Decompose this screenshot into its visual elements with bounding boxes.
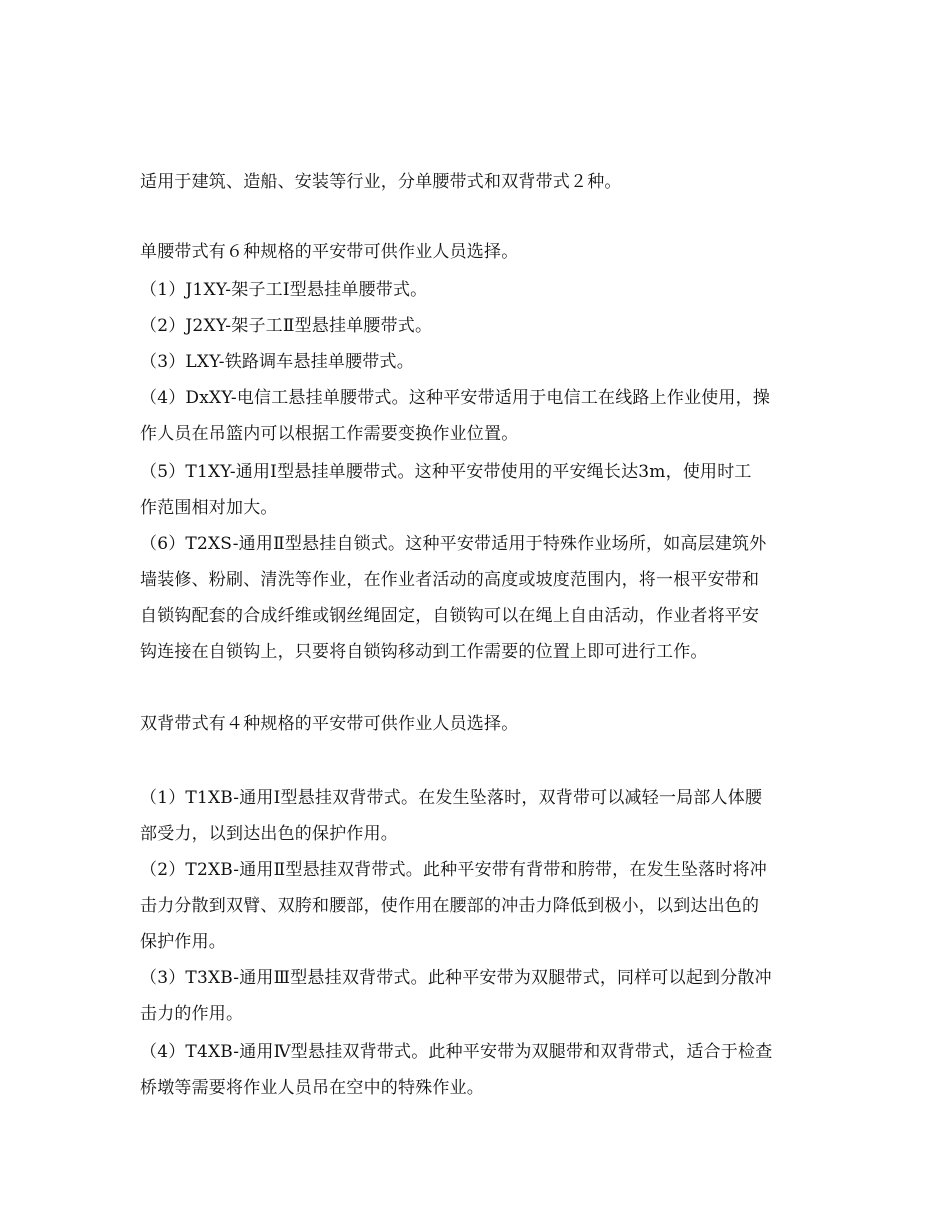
single-waist-item-4-line-2: 作人员在吊篮内可以根据工作需要变换作业位置。 [140,424,519,444]
single-waist-item-5-line-2: 作范围相对加大。 [140,498,278,518]
double-back-item-2-line-1: （2）T2XB-通用Ⅱ型悬挂双背带式。此种平安带有背带和胯带，在发生坠落时将冲 [140,860,767,880]
single-waist-item-6-line-3: 自锁钩配套的合成纤维或钢丝绳固定，自锁钩可以在绳上自由活动，作业者将平安 [140,606,760,626]
single-waist-item-6-line-2: 墙装修、粉刷、清洗等作业，在作业者活动的高度或坡度范围内，将一根平安带和 [140,570,760,590]
double-back-item-3-line-2: 击力的作用。 [140,1004,244,1024]
single-waist-heading: 单腰带式有６种规格的平安带可供作业人员选择。 [140,242,519,262]
single-waist-item-5-line-1: （5）T1XY-通用Ⅰ型悬挂单腰带式。这种平安带使用的平安绳长达3m，使用时工 [140,462,752,482]
double-back-item-2-line-2: 击力分散到双臂、双胯和腰部，使作用在腰部的冲击力降低到极小，以到达出色的 [140,896,760,916]
double-back-item-3-line-1: （3）T3XB-通用Ⅲ型悬挂双背带式。此种平安带为双腿带式，同样可以起到分散冲 [140,968,772,988]
double-back-item-4-line-1: （4）T4XB-通用Ⅳ型悬挂双背带式。此种平安带为双腿带和双背带式，适合于检查 [140,1042,773,1062]
intro-paragraph: 适用于建筑、造船、安装等行业，分单腰带式和双背带式２种。 [140,172,622,192]
double-back-item-4-line-2: 桥墩等需要将作业人员吊在空中的特殊作业。 [140,1078,484,1098]
single-waist-item-2: （2）J2XY-架子工Ⅱ型悬挂单腰带式。 [140,316,433,336]
double-back-heading: 双背带式有４种规格的平安带可供作业人员选择。 [140,714,519,734]
single-waist-item-3: （3）LXY-铁路调车悬挂单腰带式。 [140,352,414,372]
double-back-item-2-line-3: 保护作用。 [140,932,226,952]
single-waist-item-6-line-4: 钩连接在自锁钩上，只要将自锁钩移动到工作需要的位置上即可进行工作。 [140,642,708,662]
double-back-item-1-line-1: （1）T1XB-通用Ⅰ型悬挂双背带式。在发生坠落时，双背带可以减轻一局部人体腰 [140,788,763,808]
double-back-item-1-line-2: 部受力，以到达出色的保护作用。 [140,824,398,844]
single-waist-item-4-line-1: （4）DxXY-电信工悬挂单腰带式。这种平安带适用于电信工在线路上作业使用，操 [140,388,771,408]
single-waist-item-1: （1）J1XY-架子工Ⅰ型悬挂单腰带式。 [140,280,428,300]
single-waist-item-6-line-1: （6）T2XS-通用Ⅱ型悬挂自锁式。这种平安带适用于特殊作业场所，如高层建筑外 [140,534,767,554]
